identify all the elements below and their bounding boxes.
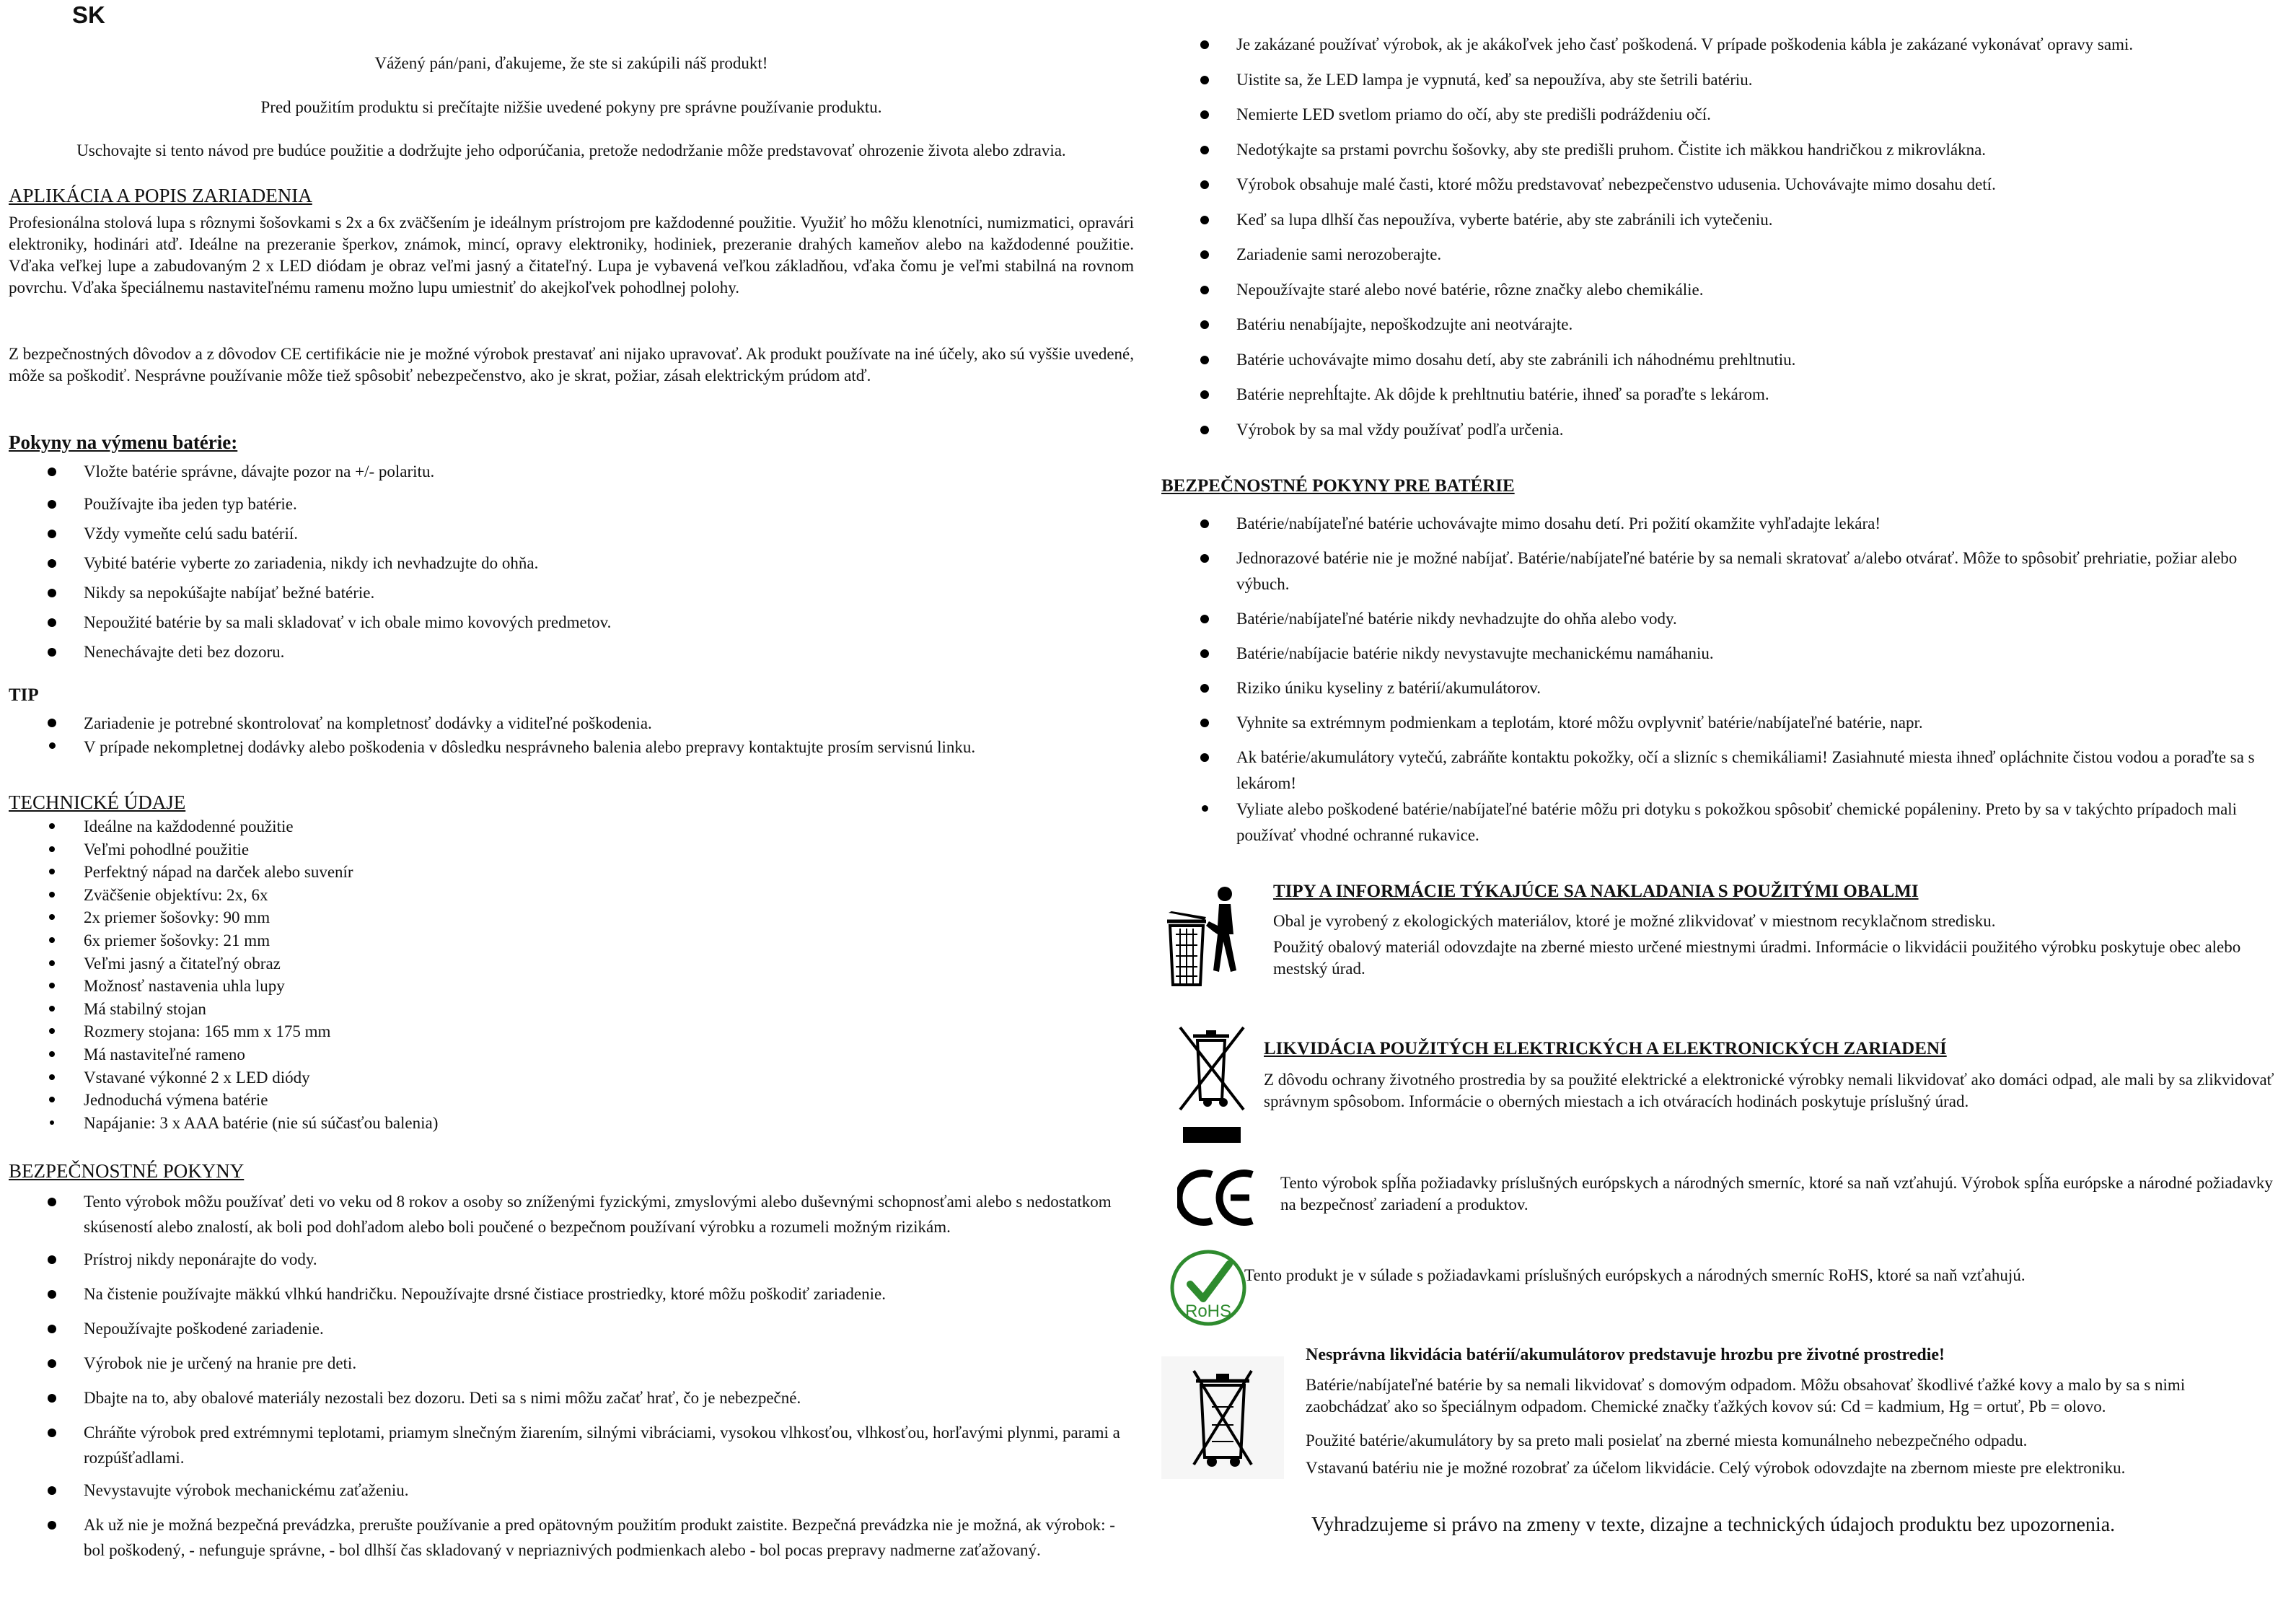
list-item: Ideálne na každodenné použitie bbox=[9, 815, 1134, 838]
list-item: Nepoužívajte staré alebo nové batérie, rôzne značky alebo chemikálie. bbox=[1161, 277, 2287, 303]
bullet-icon bbox=[1200, 320, 1209, 329]
packaging-line2: Použitý obalový materiál odovzdajte na zberné miesto určené miestnymi úradmi. Informácie o likvidácii použitého výrobku poskytuje obec alebo mestský úrad. bbox=[1273, 938, 2241, 978]
bullet-icon bbox=[49, 823, 55, 829]
list-item: Nepoužité batérie by sa mali skladovať v ich obale mimo kovových predmetov. bbox=[9, 610, 1134, 636]
weee-bin-graphic bbox=[1176, 1025, 1248, 1154]
bullet-icon bbox=[48, 530, 56, 538]
list-item: Jednoduchá výmena batérie bbox=[9, 1089, 1134, 1112]
bullet-icon bbox=[50, 1120, 54, 1125]
list-item: Batérie/nabíjateľné batérie nikdy nevhadzujte do ohňa alebo vody. bbox=[1161, 606, 2287, 632]
bullet-icon bbox=[1202, 805, 1208, 812]
battery-disposal-line2: Použité batérie/akumulátory by sa preto mali posielať na zberné miesta komunálneho nebezpečného odpadu. bbox=[1306, 1431, 2028, 1449]
list-item: Zariadenie je potrebné skontrolovať na kompletnosť dodávky a viditeľné poškodenia. bbox=[9, 711, 1134, 735]
bullet-icon bbox=[48, 589, 56, 597]
list-item: Nenechávajte deti bez dozoru. bbox=[9, 639, 1134, 665]
rohs-text: Tento produkt je v súlade s požiadavkami príslušných európskych a národných smerníc RoHS, ktoré sa naň vzťahujú. bbox=[1244, 1266, 2026, 1284]
battery-bin-graphic bbox=[1161, 1356, 1284, 1479]
bullet-icon bbox=[1200, 684, 1209, 693]
intro-keep-manual: Uschovajte si tento návod pre budúce použitie a dodržujte jeho odporúčania, pretože nedodržanie môže predstavovať ohrozenie života alebo zdravia. bbox=[76, 141, 1066, 159]
list-item: Vždy vymeňte celú sadu batérií. bbox=[9, 521, 1134, 547]
list-item: Perfektný nápad na darček alebo suvenír bbox=[9, 861, 1134, 884]
list-item: Napájanie: 3 x AAA batérie (nie sú súčasťou balenia) bbox=[9, 1112, 1134, 1135]
list-item: Veľmi jasný a čitateľný obraz bbox=[9, 952, 1134, 975]
packaging-heading: TIPY A INFORMÁCIE TÝKAJÚCE SA NAKLADANIA S POUŽITÝMI OBALMI bbox=[1273, 882, 1919, 901]
list-item: V prípade nekompletnej dodávky alebo poškodenia v dôsledku nesprávneho balenia alebo prepravy kontaktujte prosím servisnú linku. bbox=[9, 735, 1134, 759]
list-item: Batérie/nabíjateľné batérie uchovávajte mimo dosahu detí. Pri požití okamžite vyhľadajte lekára! bbox=[1161, 511, 2287, 537]
list-item: Má nastaviteľné rameno bbox=[9, 1043, 1134, 1066]
list-item: Možnosť nastavenia uhla lupy bbox=[9, 975, 1134, 998]
safety-continued-list bbox=[1161, 32, 2287, 452]
battery-disposal-line3: Vstavanú batériu nie je možné rozobrať za účelom likvidácie. Celý výrobok odovzdajte na zbernom mieste pre elektroniku. bbox=[1306, 1459, 2126, 1477]
bullet-icon bbox=[48, 559, 56, 568]
list-item: Výrobok nie je určený na hranie pre deti. bbox=[9, 1351, 1134, 1376]
bullet-icon bbox=[48, 1429, 56, 1437]
list-item: Je zakázané používať výrobok, ak je akákoľvek jeho časť poškodená. V prípade poškodenia kábla je zakázané vykonávať opravy sami. bbox=[1161, 32, 2287, 58]
list-item: Nikdy sa nepokúšajte nabíjať bežné batérie. bbox=[9, 580, 1134, 606]
tip-list bbox=[9, 711, 1134, 759]
list-item: Batérie/nabíjacie batérie nikdy nevystavujte mechanickému namáhaniu. bbox=[1161, 641, 2287, 667]
battery-safety-heading: BEZPEČNOSTNÉ POKYNY PRE BATÉRIE bbox=[1161, 476, 1515, 496]
list-item: Dbajte na to, aby obalové materiály nezostali bez dozoru. Deti sa s nimi môžu začať hrať, čo je nebezpečné. bbox=[9, 1385, 1134, 1410]
list-item: Ak už nie je možná bezpečná prevádzka, prerušte používanie a pred opätovným použitím produkt zaistite. Bezpečná prevádzka nie je možná, ak výrobok: - bol poškodený, - nefunguje správne, - bol dlhší čas skladovaný v nepriaznivých podmienkach alebo - bol pocas prepravy nadmerne zaťažovaný. bbox=[9, 1512, 1134, 1563]
battery-disposal-heading: Nesprávna likvidácia batérií/akumulátorov predstavuje hrozbu pre životné prostredie! bbox=[1306, 1346, 1945, 1364]
list-item: Batériu nenabíjajte, nepoškodzujte ani neotvárajte. bbox=[1161, 312, 2287, 338]
bullet-icon bbox=[1200, 216, 1209, 224]
safety-heading: BEZPEČNOSTNÉ POKYNY bbox=[9, 1160, 245, 1182]
bullet-icon bbox=[1200, 615, 1209, 623]
bullet-icon bbox=[49, 1028, 55, 1034]
application-heading: APLIKÁCIA A POPIS ZARIADENIA bbox=[9, 185, 312, 206]
weee-heading: LIKVIDÁCIA POUŽITÝCH ELEKTRICKÝCH A ELEKTRONICKÝCH ZARIADENÍ bbox=[1264, 1039, 1947, 1058]
bullet-icon bbox=[1200, 753, 1209, 762]
bullet-icon bbox=[1200, 40, 1209, 49]
list-item: Vyhnite sa extrémnym podmienkam a teplotám, ktoré môžu ovplyvniť batérie/nabíjateľné batérie, napr. bbox=[1161, 710, 2287, 736]
trash-disposal-graphic bbox=[1161, 884, 1248, 988]
bullet-icon bbox=[1200, 250, 1209, 259]
ce-mark-icon bbox=[1177, 1169, 1257, 1227]
list-item: Výrobok obsahuje malé časti, ktoré môžu predstavovať nebezpečenstvo udusenia. Uchovávajte mimo dosahu detí. bbox=[1161, 172, 2287, 198]
bullet-icon bbox=[1200, 146, 1209, 154]
bullet-icon bbox=[49, 869, 55, 874]
battery-disposal-line1: Batérie/nabíjateľné batérie by sa nemali likvidovať s domovým odpadom. Môžu obsahovať škodlivé ťažké kovy a malo by sa s nimi zaobchádzať ako so špeciálnym odpadom. Chemické značky ťažkých kovov sú: Cd = kadmium, Hg = ortuť, Pb = olovo. bbox=[1306, 1376, 2186, 1416]
ce-mark-graphic bbox=[1177, 1169, 1257, 1227]
bullet-icon bbox=[49, 1074, 55, 1080]
list-item: 2x priemer šošovky: 90 mm bbox=[9, 906, 1134, 929]
bullet-icon bbox=[1200, 719, 1209, 727]
bullet-icon bbox=[49, 846, 55, 852]
intro-read-first: Pred použitím produktu si prečítajte nižšie uvedené pokyny pre správne používanie produktu. bbox=[260, 98, 882, 116]
bullet-icon bbox=[48, 500, 56, 509]
bullet-icon bbox=[49, 1051, 55, 1057]
list-item: Nevystavujte výrobok mechanickému zaťaženiu. bbox=[9, 1478, 1134, 1503]
battery-change-heading: Pokyny na výmenu batérie: bbox=[9, 431, 238, 453]
bullet-icon bbox=[1200, 286, 1209, 294]
list-item: Riziko úniku kyseliny z batérií/akumulátorov. bbox=[1161, 675, 2287, 701]
bullet-icon bbox=[1200, 426, 1209, 434]
language-code: SK bbox=[72, 1, 105, 28]
rohs-icon bbox=[1169, 1248, 1248, 1328]
bullet-icon bbox=[1200, 519, 1209, 528]
rohs-label: RoHS bbox=[1184, 1302, 1232, 1321]
bullet-icon bbox=[49, 892, 55, 898]
list-item: Vložte batérie správne, dávajte pozor na +/- polaritu. bbox=[9, 459, 1134, 485]
list-item: Chráňte výrobok pred extrémnymi teplotami, priamym slnečným žiarením, silnými vibráciami, vysokou vlhkosťou, vlhkosťou, horľavými plynmi, parami a rozpúšťadlami. bbox=[9, 1420, 1134, 1470]
bullet-icon bbox=[48, 1359, 56, 1368]
footer-disclaimer: Vyhradzujeme si právo na zmeny v texte, dizajne a technických údajoch produktu bez upozornenia. bbox=[1311, 1514, 2116, 1536]
bullet-icon bbox=[49, 1097, 55, 1102]
bullet-icon bbox=[48, 719, 56, 727]
bullet-icon bbox=[49, 1006, 55, 1012]
bullet-icon bbox=[1200, 390, 1209, 399]
rohs-graphic bbox=[1169, 1248, 1248, 1328]
bullet-icon bbox=[1200, 356, 1209, 364]
ce-text: Tento výrobok spĺňa požiadavky príslušných európskych a národných smerníc, ktoré sa naň vzťahujú. Výrobok spĺňa európske a národné požiadavky na bezpečnosť zariadení a produktov. bbox=[1280, 1174, 2273, 1214]
bullet-icon bbox=[49, 960, 55, 966]
list-item: Keď sa lupa dlhší čas nepoužíva, vyberte batérie, aby ste zabránili ich vytečeniu. bbox=[1161, 207, 2287, 233]
list-item: Jednorazové batérie nie je možné nabíjať. Batérie/nabíjateľné batérie by sa nemali skratovať a/alebo otvárať. Môže to spôsobiť prehriatie, požiar alebo výbuch. bbox=[1161, 545, 2287, 597]
list-item: Vybité batérie vyberte zo zariadenia, nikdy ich nevhadzujte do ohňa. bbox=[9, 550, 1134, 576]
bullet-icon bbox=[48, 1394, 56, 1403]
list-item: Zväčšenie objektívu: 2x, 6x bbox=[9, 884, 1134, 907]
list-item: Ak batérie/akumulátory vytečú, zabráňte kontaktu pokožky, očí a slizníc s chemikáliami! Zasiahnuté miesta ihneď opláchnite čistou vodou a poraďte sa s lekárom! bbox=[1161, 745, 2287, 797]
list-item: Tento výrobok môžu používať deti vo veku od 8 rokov a osoby so zníženými fyzickými, zmyslovými alebo duševnými schopnosťami alebo s nedostatkom skúseností alebo znalostí, ak boli pod dohľadom alebo boli poučené o bezpečnom používaní výrobku a rozumeli možným rizikám. bbox=[9, 1189, 1134, 1240]
application-text: Profesionálna stolová lupa s rôznymi šošovkami s 2x a 6x zväčšením je ideálnym prístrojom pre každodenné použitie. Využiť ho môžu klenotníci, numizmatici, opravári elektroniky, hodinári atď. Ideálne na prezeranie šperkov, známok, mincí, opravy elektroniky, hodiniek, prezeranie drahých kameňov alebo na každodenné použitie. Vďaka veľkej lupe a zabudovaným 2 x LED diódam je obraz veľmi jasný a čitateľný. Lupa je vybavená veľkou základňou, vďaka čomu je veľmi stabilná na rovnom povrchu. Vďaka špeciálnemu nastaviteľnému ramenu možno lupu umiestniť do akejkoľvek pohodlnej polohy. bbox=[9, 214, 1134, 297]
list-item: Rozmery stojana: 165 mm x 175 mm bbox=[9, 1020, 1134, 1043]
list-item: Nemierte LED svetlom priamo do očí, aby ste predišli podráždeniu očí. bbox=[1161, 102, 2287, 128]
intro-greeting: Vážený pán/pani, ďakujeme, že ste si zakúpili náš produkt! bbox=[374, 54, 768, 72]
technical-list bbox=[9, 815, 1134, 1134]
bullet-icon bbox=[48, 1198, 56, 1206]
bullet-icon bbox=[48, 1255, 56, 1264]
bullet-icon bbox=[48, 618, 56, 627]
weee-bin-icon bbox=[1176, 1025, 1248, 1154]
weee-text: Z dôvodu ochrany životného prostredia by sa použité elektrické a elektronické výrobky nemali likvidovať ako domáci odpad, ale mali by sa zlikvidovať správnym spôsobom. Informácie o oberných miestach a ich otváracích hodinách poskytuje príslušný úrad. bbox=[1264, 1071, 2274, 1110]
technical-heading: TECHNICKÉ ÚDAJE bbox=[9, 791, 186, 813]
bullet-icon bbox=[1200, 110, 1209, 119]
list-item: Batérie uchovávajte mimo dosahu detí, aby ste zabránili ich náhodnému prehltnutiu. bbox=[1161, 347, 2287, 373]
bullet-icon bbox=[48, 1521, 56, 1530]
tip-heading: TIP bbox=[9, 685, 39, 705]
modification-warning: Z bezpečnostných dôvodov a z dôvodov CE certifikácie nie je možné výrobok prestavať ani nijako upravovať. Ak produkt používate na iné účely, ako sú vyššie uvedené, môže sa poškodiť. Nesprávne používanie môže tiež spôsobiť nebezpečenstvo, ako je skrat, požiar, zásah elektrickým prúdom atď. bbox=[9, 345, 1134, 385]
bullet-icon bbox=[1200, 76, 1209, 84]
battery-change-list bbox=[9, 459, 1134, 675]
list-item: Vyliate alebo poškodené batérie/nabíjateľné batérie môžu pri dotyku s pokožkou spôsobiť chemické popáleniny. Preto by sa v takýchto prípadoch mali používať vhodné ochranné rukavice. bbox=[1161, 797, 2287, 848]
bullet-icon bbox=[49, 937, 55, 943]
bullet-icon bbox=[1200, 180, 1209, 189]
list-item: Prístroj nikdy neponárajte do vody. bbox=[9, 1247, 1134, 1272]
bullet-icon bbox=[48, 1325, 56, 1333]
list-item: Uistite sa, že LED lampa je vypnutá, keď sa nepoužíva, aby ste šetrili batériu. bbox=[1161, 67, 2287, 93]
list-item: Výrobok by sa mal vždy používať podľa určenia. bbox=[1161, 417, 2287, 443]
bullet-icon bbox=[49, 983, 55, 988]
battery-safety-list bbox=[1161, 511, 2287, 848]
bullet-icon bbox=[49, 742, 56, 749]
bullet-icon bbox=[48, 1290, 56, 1299]
list-item: Má stabilný stojan bbox=[9, 998, 1134, 1021]
list-item: Zariadenie sami nerozoberajte. bbox=[1161, 242, 2287, 268]
list-item: Nepoužívajte poškodené zariadenie. bbox=[9, 1316, 1134, 1341]
list-item: Používajte iba jeden typ batérie. bbox=[9, 491, 1134, 517]
list-item: 6x priemer šošovky: 21 mm bbox=[9, 929, 1134, 952]
trash-disposal-icon bbox=[1161, 884, 1248, 988]
bullet-icon bbox=[48, 648, 56, 657]
list-item: Veľmi pohodlné použitie bbox=[9, 838, 1134, 861]
list-item: Batérie neprehĺtajte. Ak dôjde k prehltnutiu batérie, ihneď sa poraďte s lekárom. bbox=[1161, 382, 2287, 408]
bullet-icon bbox=[49, 914, 55, 920]
list-item: Vstavané výkonné 2 x LED diódy bbox=[9, 1066, 1134, 1089]
battery-bin-icon bbox=[1161, 1356, 1284, 1479]
bullet-icon bbox=[48, 468, 56, 476]
list-item: Nedotýkajte sa prstami povrchu šošovky, aby ste predišli pruhom. Čistite ich mäkkou handričkou z mikrovlákna. bbox=[1161, 137, 2287, 163]
bullet-icon bbox=[1200, 649, 1209, 658]
safety-list bbox=[9, 1189, 1134, 1563]
packaging-line1: Obal je vyrobený z ekologických materiálov, ktoré je možné zlikvidovať v miestnom recyklačnom stredisku. bbox=[1273, 912, 1996, 930]
list-item: Na čistenie používajte mäkkú vlhkú handričku. Nepoužívajte drsné čistiace prostriedky, ktoré môžu poškodiť zariadenie. bbox=[9, 1281, 1134, 1307]
bullet-icon bbox=[1200, 554, 1209, 563]
bullet-icon bbox=[48, 1486, 56, 1495]
